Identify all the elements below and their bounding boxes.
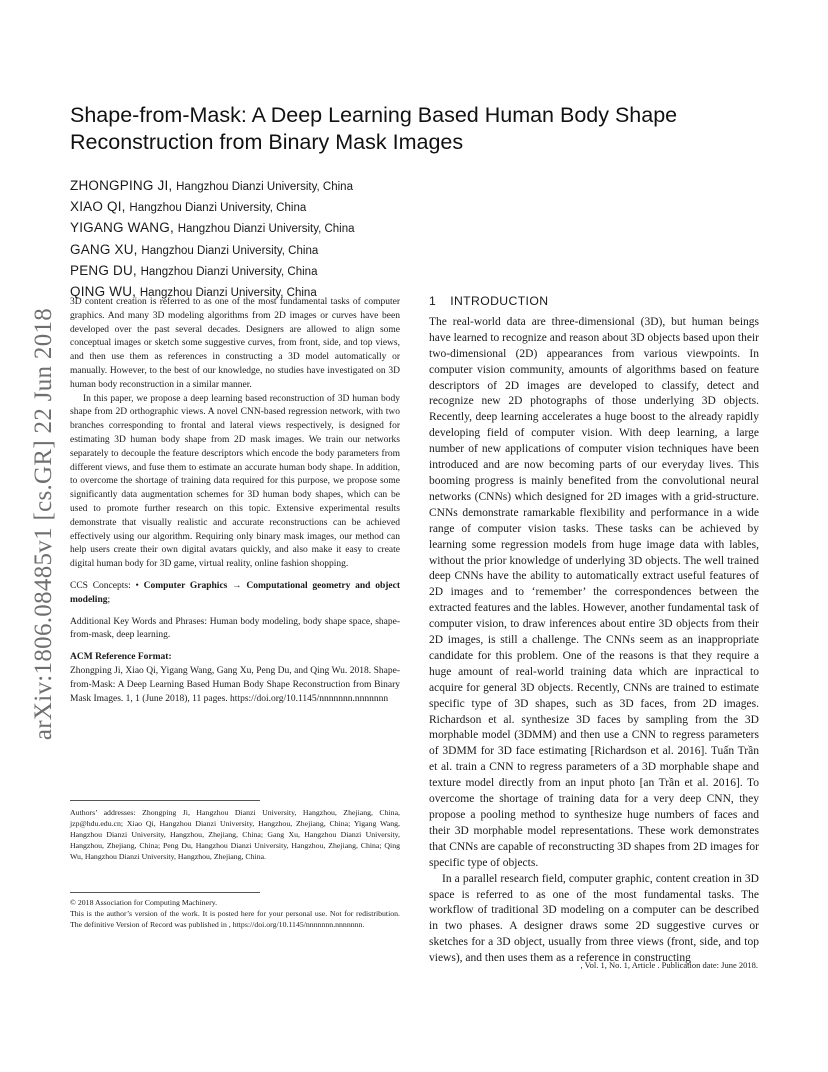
ccs-concepts xyxy=(70,580,400,608)
copyright-text: This is the author’s version of the work. It is posted here for your personal use. Not for redistribution. The definitive Version of Record was published in , https://doi.org/10.1145/nnnnnnn.nnnnnnn. xyxy=(70,909,400,929)
left-column xyxy=(70,296,400,706)
section-title: INTRODUCTION xyxy=(450,294,549,308)
author-list xyxy=(70,176,470,303)
author-affiliation: Hangzhou Dianzi University, China xyxy=(177,223,355,236)
paper-title: Shape-from-Mask: A Deep Learning Based Human Body Shape Reconstruction from Binary Mask Images xyxy=(70,103,678,154)
author-entry xyxy=(70,197,470,218)
abstract-paragraph: 3D content creation is referred to as one of the most fundamental tasks of computer graphics. And many 3D modeling algorithms from 2D images or curves have been developed over the past several decades. Designers are allowed to align some conceptual images or sketch some suggestive curves, from front, side, and top views, and then use them as references in constructing a 3D model automatically or manually. However, to the best of our knowledge, no studies have investigated on 3D human body reconstruction in a similar manner. xyxy=(70,297,400,390)
section-number: 1 xyxy=(429,294,437,308)
section-heading xyxy=(429,294,759,310)
ccs-end: ; xyxy=(107,594,111,605)
author-addresses: Authors’ addresses: Zhongping Ji, Hangzhou Dianzi University, Hangzhou, Zhejiang, China, jzp@hdu.edu.cn; Xiao Qi, Hangzhou Dianzi University, Hangzhou, Zhejiang, China; Yigang Wang, Hangzhou Dianzi University, Hangzhou, Zhejiang, China; Gang Xu, Hangzhou Dianzi University, Hangzhou, Zhejiang, China; Peng Du, Hangzhou Dianzi University, Hangzhou, Zhejiang, China; Qing Wu, Hangzhou Dianzi University, Hangzhou, Zhejiang, China. xyxy=(70,808,400,861)
author-entry xyxy=(70,261,470,282)
arxiv-identifier: arXiv:1806.08485v1 [cs.GR] 22 Jun 2018 xyxy=(30,307,57,741)
author-name: ZHONGPING JI, xyxy=(70,178,173,193)
intro-paragraph: In a parallel research field, computer graphic, content creation in 3D space is referred to as one of the most fundamental tasks. The workflow of traditional 3D modeling on a computer can be described in two phases. A designer draws some 2D suggestive curves or sketches for a 3D object, usually from three views (front, side, and top views), and then uses them as a reference in constructing xyxy=(429,872,759,965)
author-name: GANG XU, xyxy=(70,241,138,257)
abstract-paragraph: In this paper, we propose a deep learning based reconstruction of 3D human body shape from 2D orthographic views. A novel CNN-based regression network, with two branches corresponding to frontal and lateral views respectively, is designed for estimating 3D human body shape from 2D mask images. We train our networks separately to decouple the feature descriptors which encode the body parameters from different views, and fuse them to estimate an accurate human body shape. In addition, to overcome the shortage of training data required for this purpose, we propose some significantly data augmentation schemes for 3D human body shapes, which can be used to promote further research on this topic. Extensive experimental results demonstrate that visually realistic and accurate reconstructions can be achieved effectively using our algorithm. Requiring only binary mask images, our method can help users create their own digital avatars quickly, and also make it easy to create digital human body for 3D game, virtual reality, online fashion shopping. xyxy=(70,393,400,570)
footnote-rule xyxy=(70,800,260,801)
author-name: XIAO QI, xyxy=(70,199,126,215)
right-column xyxy=(429,294,759,967)
copyright-rule xyxy=(70,892,260,893)
author-affiliation: Hangzhou Dianzi University, China xyxy=(140,265,318,278)
author-affiliation: Hangzhou Dianzi University, China xyxy=(141,244,319,257)
author-name: YIGANG WANG, xyxy=(70,220,174,236)
footnotes xyxy=(70,800,400,930)
author-entry xyxy=(70,176,470,197)
acm-reference[interactable]: Zhongping Ji, Xiao Qi, Yigang Wang, Gang Xu, Peng Du, and Qing Wu. 2018. Shape-from-Mask: A Deep Learning Based Human Body Shape Reconstruction from Binary Mask Images. 1, 1 (June 2018), 11 pages. https://doi.org/10.1145/nnnnnnn.nnnnnnn xyxy=(70,665,400,704)
acm-reference-heading: ACM Reference Format: xyxy=(70,652,172,663)
author-name: PENG DU, xyxy=(70,262,137,278)
author-entry xyxy=(70,218,470,239)
author-name: QING WU, xyxy=(70,284,137,300)
author-affiliation: Hangzhou Dianzi University, China xyxy=(129,202,307,215)
intro-paragraph: The real-world data are three-dimensional (3D), but human beings have learned to recognize and reason about 3D objects based upon their two-dimensional (2D) appearances from various viewpoints. In computer vision community, amounts of algorithms based on feature descriptors of 2D images are developed to classify, detect and recognize new 2D photographs of those underlying 3D objects. Recently, deep learning accelerates a huge boost to the already rapidly developing field of computer vision. With deep learning, a large number of new applications of computer vision techniques have been introduced and are now becoming parts of our everyday lives. This booming progress is mainly benefited from the convolutional neural networks (CNNs) which designed for 2D images with a grid-structure. CNNs demonstrate ramarkable flexibility and performance in a wide range of computer vision tasks. These tasks can be achieved by learning some regression models from huge image data with lables, without the prior knowledge of underlying 3D objects. The well trained deep CNNs have the ability to automatically extract useful features of 2D images and to ‘remember’ the correspondences between the extracted features and the lables. However, another fundamental task of computer vision, to draw inferences about entire 3D objects from their 2D images, is still a challenge. The CNNs seem as an inappropriate candidate for this problem. One of the reasons is that they require a huge amount of real-world training data which are inpractical to acquire for general 3D objects. Recently, CNNs are trained to estimate specific type of 3D shapes, such as 3D faces, from 2D images. Richardson et al. synthesize 3D faces by sampling from the 3D morphable model (3DMM) and then use a CNN to regress parameters of 3DMM for 3D face estimating [Richardson et al. 2016]. Tuấn Trần et al. train a CNN to regress parameters of a 3D morphable shape and texture model directly from an input photo [an Trần et al. 2016]. To overcome the shortage of training data for a very deep CNN, they propose a pooling method to synthesize huge numbers of faces and their 3D morphable model representations. These work demonstrates that CNNs are capable of reconstructing 3D shapes from 2D images for specific type of objects. xyxy=(429,315,759,869)
page-footer: , Vol. 1, No. 1, Article . Publication date: June 2018. xyxy=(580,960,758,970)
ccs-concept-link[interactable]: Computer Graphics → Computational geometry and object modeling xyxy=(70,580,401,605)
author-entry xyxy=(70,240,470,261)
author-affiliation: Hangzhou Dianzi University, China xyxy=(139,287,317,300)
keywords: Additional Key Words and Phrases: Human body modeling, body shape space, shape-from-mask, deep learning. xyxy=(70,616,400,641)
author-affiliation: Hangzhou Dianzi University, China xyxy=(176,181,353,193)
copyright-line: © 2018 Association for Computing Machinery. xyxy=(70,898,218,907)
ccs-label: CCS Concepts: • xyxy=(70,580,144,591)
